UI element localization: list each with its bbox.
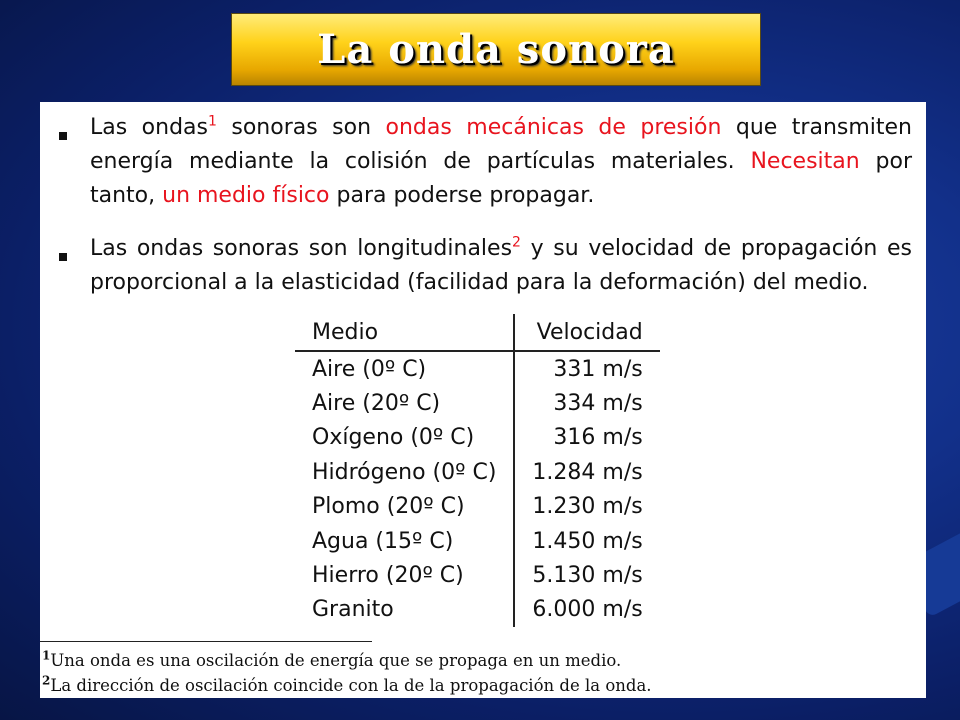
footnote-divider [40,641,372,642]
bullet-text-segment: por tanto, [90,149,912,208]
speed-cell: 5.130 m/s [532,563,643,589]
sound-speed-table [295,314,660,627]
medium-cell: Hidrógeno (0º C) [295,455,514,489]
footnote-reference: 1 [207,113,217,130]
table-row [295,524,660,558]
bullet-text-segment: que transmiten energía mediante la colisión de partículas materiales. [90,115,912,174]
bullet-text-segment: Las ondas sonoras son longitudinales [90,236,513,261]
footnote-item [42,673,652,698]
highlighted-text: un medio físico [162,183,330,208]
speed-cell: 6.000 m/s [532,597,643,623]
highlighted-text: ondas mecánicas de presión [385,115,722,140]
slide-title: La onda sonora [317,26,675,73]
speed-cell: 334 m/s [553,391,643,417]
table-row [295,558,660,592]
footnote-number: 2 [42,673,51,688]
bullet-text-segment: Las ondas [90,115,208,140]
medium-cell: Granito [295,593,514,627]
table-row [295,421,660,455]
title-banner [231,13,761,86]
speed-cell: 1.284 m/s [532,459,643,485]
footnote-item [42,648,652,673]
highlighted-text: Necesitan [750,149,860,174]
bullet-text [90,232,912,300]
content-panel [40,102,926,698]
table-row [295,351,660,386]
speed-cell: 1.450 m/s [532,528,643,554]
medium-cell: Hierro (20º C) [295,558,514,592]
speed-cell: 331 m/s [553,356,643,382]
table-row [295,490,660,524]
medium-cell: Aire (0º C) [295,351,514,386]
bullet-text-segment: sonoras son [216,115,386,140]
table-row [295,593,660,627]
footnote-number: 1 [42,648,51,663]
column-header-medium: Medio [295,314,514,351]
bullet-square-icon [59,253,67,261]
speed-cell: 1.230 m/s [532,494,643,520]
bullet-square-icon [59,132,67,140]
footnotes [42,648,652,698]
bullet-text-segment: para poderse propagar. [329,183,595,208]
medium-cell: Aire (20º C) [295,386,514,420]
footnote-text: La dirección de oscilación coincide con la de la propagación de la onda. [50,676,652,695]
column-header-speed: Velocidad [514,314,659,351]
bullet-text [90,111,912,213]
medium-cell: Plomo (20º C) [295,490,514,524]
footnote-text: Una onda es una oscilación de energía que se propaga en un medio. [50,651,622,670]
bullet-text-segment: y su velocidad de propagación es proporcional a la elasticidad (facilidad para la deformación) del medio. [90,236,912,295]
footnote-reference: 2 [512,234,521,251]
table-row [295,386,660,420]
speed-cell: 316 m/s [553,425,643,451]
table-row [295,455,660,489]
medium-cell: Oxígeno (0º C) [295,421,514,455]
medium-cell: Agua (15º C) [295,524,514,558]
bullet-item-longitudinal [52,232,912,300]
bullet-item-sound-waves [52,111,912,213]
table-header-row [295,314,660,351]
